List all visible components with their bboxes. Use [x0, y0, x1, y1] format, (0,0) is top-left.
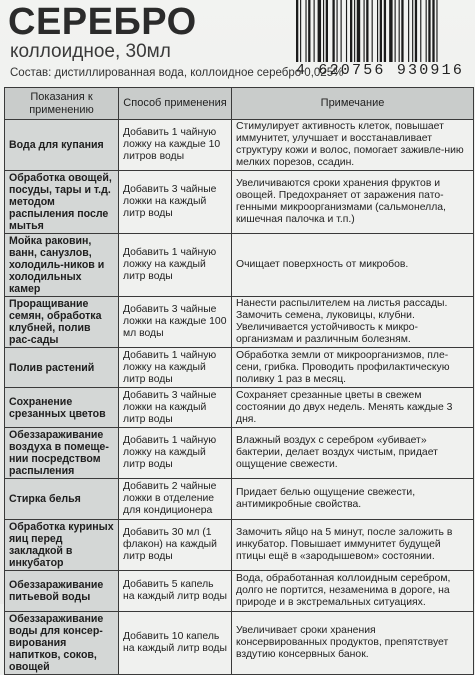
note-cell: Вода, обработанная коллоидным серебром, долго не портится, незаменима в дороге, на природе и в экстремальных ситуациях. [232, 571, 474, 612]
composition-text: Состав: дистиллированная вода, коллоидное серебро 0,025% [10, 67, 344, 79]
note-cell: Придает белью ощущение свежести, антимикробные свойства. [232, 479, 474, 520]
table-row [5, 171, 474, 234]
barcode-number: 4 620756 930916 [296, 62, 465, 79]
method-cell: Добавить 30 мл (1 флакон) на каждый литр воды [119, 520, 232, 571]
table-row [5, 297, 474, 348]
column-header-method: Способ применения [119, 88, 232, 120]
method-cell: Добавить 2 чайные ложки в отделение для кондиционера [119, 479, 232, 520]
method-cell: Добавить 3 чайные ложки на каждый литр воды [119, 171, 232, 234]
note-cell: Стимулирует активность клеток, повышает иммунитет, улучшает и восстанавливает структуру кожи и волос, помогает заживле-нию мелких порезов, ссадин. [232, 120, 474, 171]
usage-table [4, 87, 474, 675]
method-cell: Добавить 1 чайную ложку на каждый литр воды [119, 234, 232, 297]
note-cell: Увеличивает сроки хранения консервированных продуктов, препятствует вздутию консервных банок. [232, 612, 474, 675]
usage-cell: Сохранение срезанных цветов [5, 388, 119, 428]
table-header-row [5, 88, 474, 120]
column-header-note: Примечание [232, 88, 474, 120]
table-row [5, 520, 474, 571]
table-row [5, 479, 474, 520]
column-header-usage: Показания к применению [5, 88, 119, 120]
note-cell: Сохраняет срезанные цветы в свежем состоянии до двух недель. Менять каждые 3 дня. [232, 388, 474, 428]
table-row [5, 234, 474, 297]
usage-cell: Стирка белья [5, 479, 119, 520]
method-cell: Добавить 1 чайную ложку на каждые 10 литров воды [119, 120, 232, 171]
usage-cell: Полив растений [5, 348, 119, 388]
table-row [5, 428, 474, 479]
table-row [5, 388, 474, 428]
note-cell: Замочить яйцо на 5 минут, после заложить в инкубатор. Повышает иммунитет будущей птицы ещё в «зародышевом» состоянии. [232, 520, 474, 571]
table-row [5, 612, 474, 675]
usage-cell: Вода для купания [5, 120, 119, 171]
method-cell: Добавить 1 чайную ложку на каждый литр воды [119, 348, 232, 388]
note-cell: Очищает поверхность от микробов. [232, 234, 474, 297]
barcode-image [294, 0, 472, 62]
usage-cell: Проращивание семян, обработка клубней, полив рас-сады [5, 297, 119, 348]
table-row [5, 571, 474, 612]
product-title: СЕРЕБРО [8, 1, 197, 43]
note-cell: Нанести распылителем на листья рассады. Замочить семена, луковицы, клубни. Увеличивается устойчивость к микро-организмам и различным болезням. [232, 297, 474, 348]
usage-cell: Обработка куриных яиц перед закладкой в инкубатор [5, 520, 119, 571]
method-cell: Добавить 5 капель на каждый литр воды [119, 571, 232, 612]
table-row [5, 348, 474, 388]
usage-cell: Обеззараживание воздуха в помеще-нии посредством распыления [5, 428, 119, 479]
note-cell: Влажный воздух с серебром «убивает» бактерии, делает воздух чистым, придает ощущение свежести. [232, 428, 474, 479]
usage-cell: Обеззараживание питьевой воды [5, 571, 119, 612]
usage-cell: Мойка раковин, ванн, санузлов, холодиль-ников и холодильных камер [5, 234, 119, 297]
method-cell: Добавить 3 чайные ложки на каждые 100 мл воды [119, 297, 232, 348]
note-cell: Увеличиваются сроки хранения фруктов и овощей. Предохраняет от заражения пато-генными микроорганизмами (сальмонелла, кишечная палочка и т.п.) [232, 171, 474, 234]
usage-cell: Обеззараживание воды для консер-вирования напитков, соков, овощей [5, 612, 119, 675]
method-cell: Добавить 1 чайную ложку на каждый литр воды [119, 428, 232, 479]
table-row [5, 120, 474, 171]
method-cell: Добавить 10 капель на каждый литр воды [119, 612, 232, 675]
usage-cell: Обработка овощей, посуды, тары и т.д. методом распыления после мытья [5, 171, 119, 234]
method-cell: Добавить 3 чайные ложки на каждый литр воды [119, 388, 232, 428]
note-cell: Обработка земли от микроорганизмов, пле-сени, грибка. Проводить профилактическую поливку 1 раз в месяц. [232, 348, 474, 388]
product-subtitle: коллоидное, 30мл [10, 41, 171, 62]
